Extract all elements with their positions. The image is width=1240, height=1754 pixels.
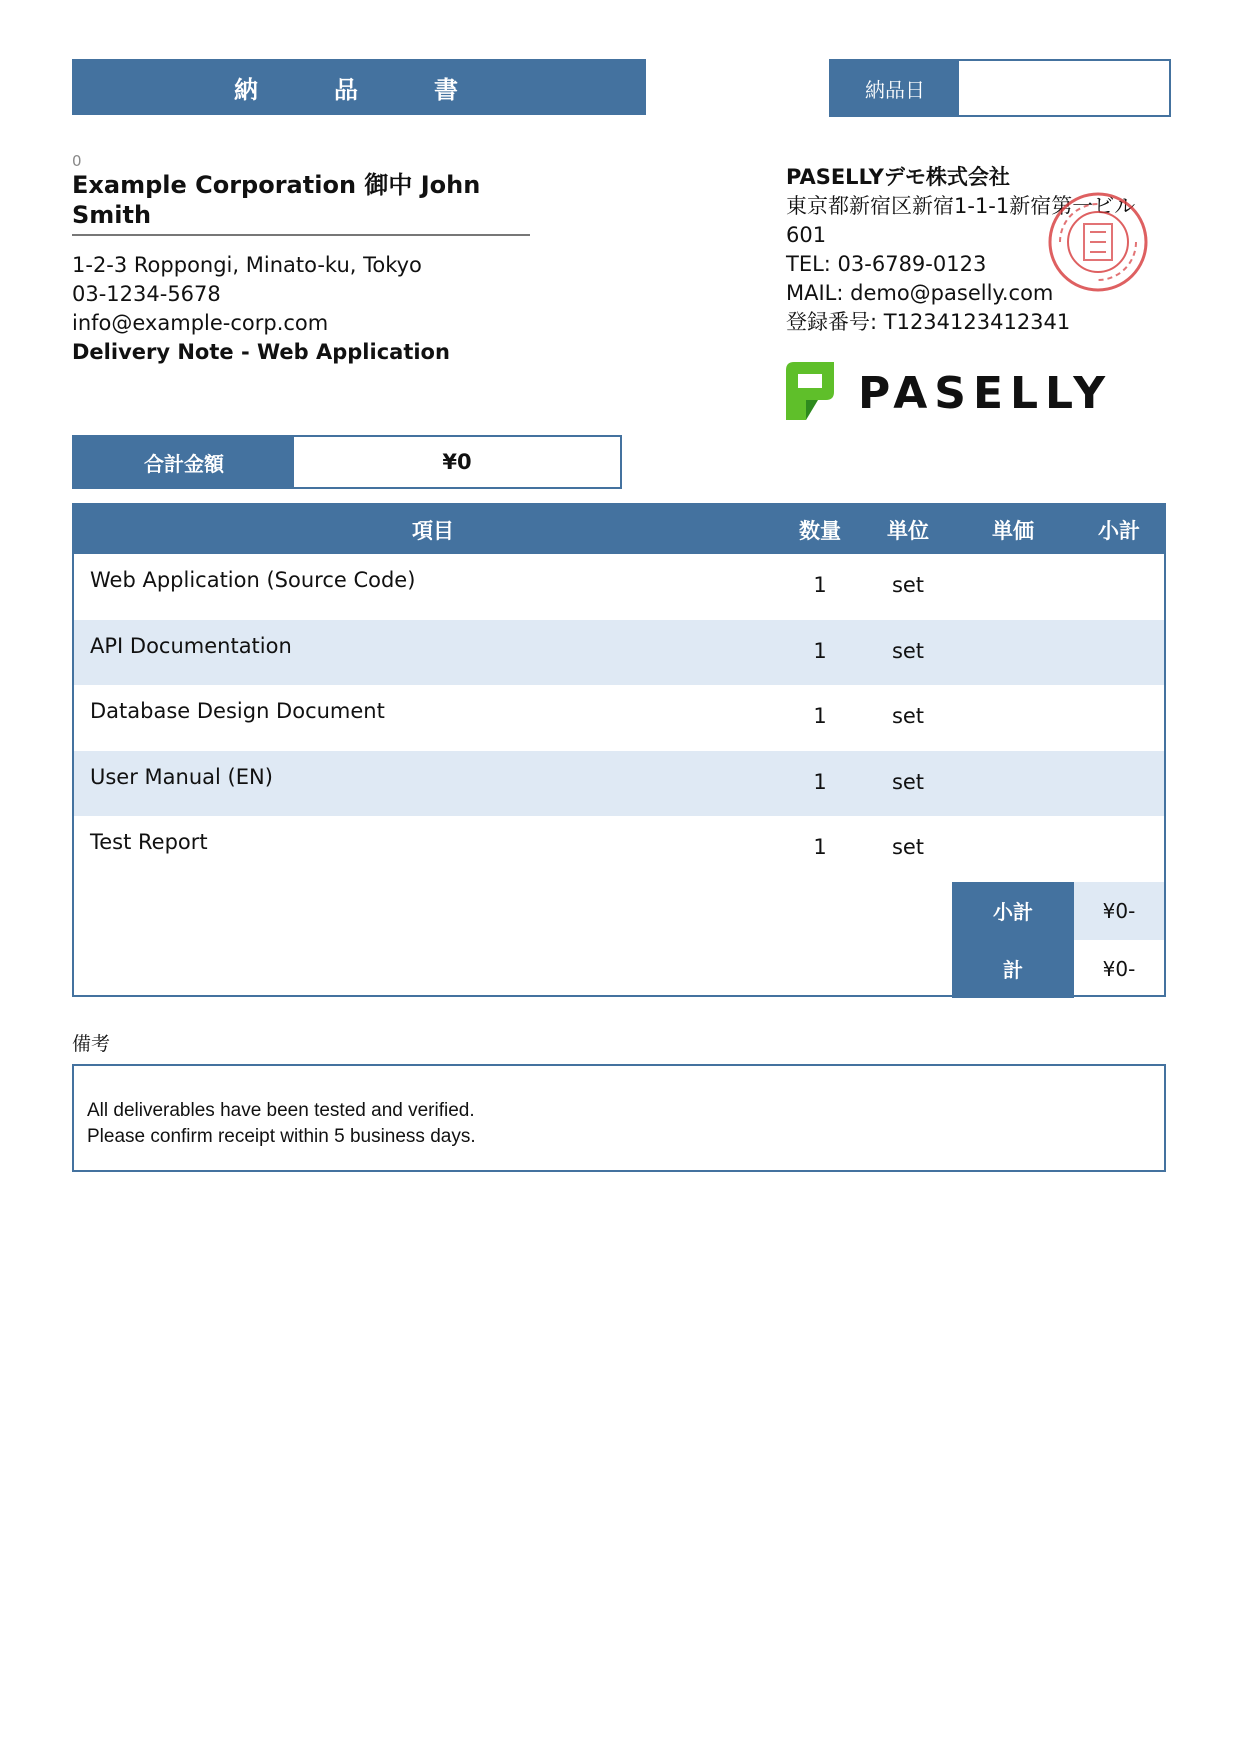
row-item: Test Report: [90, 830, 208, 854]
company-seal-icon: [1046, 190, 1150, 294]
issuer-company: PASELLYデモ株式会社: [786, 165, 1010, 189]
row-subtotal: [1074, 685, 1164, 751]
row-price: [952, 685, 1074, 751]
document-subject: Delivery Note - Web Application: [72, 340, 450, 364]
recipient-name: Example Corporation 御中 John Smith: [72, 170, 530, 236]
row-qty: 1: [813, 573, 827, 597]
header-item: 項目: [412, 518, 454, 543]
table-row: [74, 620, 1164, 686]
row-qty: 1: [813, 638, 827, 663]
row-item: API Documentation: [90, 633, 292, 658]
row-price: [952, 751, 1074, 817]
row-unit: set: [891, 704, 925, 728]
table-row: [74, 816, 1164, 882]
total-amount-box: [72, 435, 622, 489]
table-row: [74, 751, 1164, 817]
header-subtotal: 小計: [1098, 518, 1140, 543]
subtotal-row: [74, 882, 1164, 940]
document-number: 0: [72, 152, 82, 170]
issuer-tel: TEL: 03-6789-0123: [786, 252, 987, 276]
remarks-line: Please confirm receipt within 5 business days.: [87, 1126, 476, 1147]
row-subtotal: [1074, 554, 1164, 620]
document-title: 納 品 書: [72, 59, 646, 115]
row-unit: set: [891, 769, 925, 794]
remarks-line: All deliverables have been tested and verified.: [87, 1100, 475, 1121]
recipient-phone: 03-1234-5678: [72, 282, 221, 306]
grand-total-label: 計: [952, 940, 1074, 998]
total-amount-label: 合計金額: [74, 437, 294, 487]
table-row: [74, 554, 1164, 620]
delivery-date-box: [829, 59, 1171, 117]
recipient-address: 1-2-3 Roppongi, Minato-ku, Tokyo: [72, 253, 422, 277]
row-unit: set: [891, 835, 925, 859]
paselly-logo-icon: [784, 360, 1114, 422]
row-subtotal: [1074, 620, 1164, 686]
issuer-address-line2: 601: [786, 223, 827, 247]
remarks-box: [72, 1064, 1166, 1172]
row-subtotal: [1074, 816, 1164, 882]
row-qty: 1: [813, 704, 827, 728]
row-qty: 1: [813, 769, 827, 794]
recipient-email: info@example-corp.com: [72, 311, 329, 335]
header-qty: 数量: [799, 518, 841, 543]
delivery-date-label: 納品日: [831, 61, 959, 115]
row-qty: 1: [813, 835, 827, 859]
issuer-address: 東京都新宿区新宿1-1-1新宿第一ビル: [786, 194, 1136, 218]
summary-spacer: [74, 882, 952, 940]
items-table: [72, 503, 1166, 997]
issuer-mail: MAIL: demo@paselly.com: [786, 281, 1054, 305]
row-item: User Manual (EN): [90, 764, 273, 789]
row-item: Web Application (Source Code): [90, 568, 416, 592]
delivery-date-value: [959, 61, 1169, 115]
table-header-row: [74, 505, 1164, 554]
row-price: [952, 620, 1074, 686]
header-price: 単価: [992, 518, 1034, 543]
row-price: [952, 554, 1074, 620]
header-unit: 単位: [887, 518, 929, 543]
grand-total-value: ¥0-: [1102, 956, 1136, 981]
subtotal-label: 小計: [952, 882, 1074, 940]
issuer-registration: 登録番号: T1234123412341: [786, 310, 1071, 334]
recipient-info: [72, 251, 450, 367]
total-amount-value: ¥0: [442, 450, 472, 474]
row-price: [952, 816, 1074, 882]
row-unit: set: [891, 573, 925, 597]
table-row: [74, 685, 1164, 751]
row-item: Database Design Document: [90, 699, 385, 723]
remarks-label: 備考: [72, 1033, 111, 1055]
summary-spacer: [74, 940, 952, 998]
grand-total-row: [74, 940, 1164, 998]
row-unit: set: [891, 638, 925, 663]
subtotal-value: ¥0-: [1074, 882, 1164, 940]
row-subtotal: [1074, 751, 1164, 817]
logo-text: PASELLY: [858, 368, 1113, 419]
